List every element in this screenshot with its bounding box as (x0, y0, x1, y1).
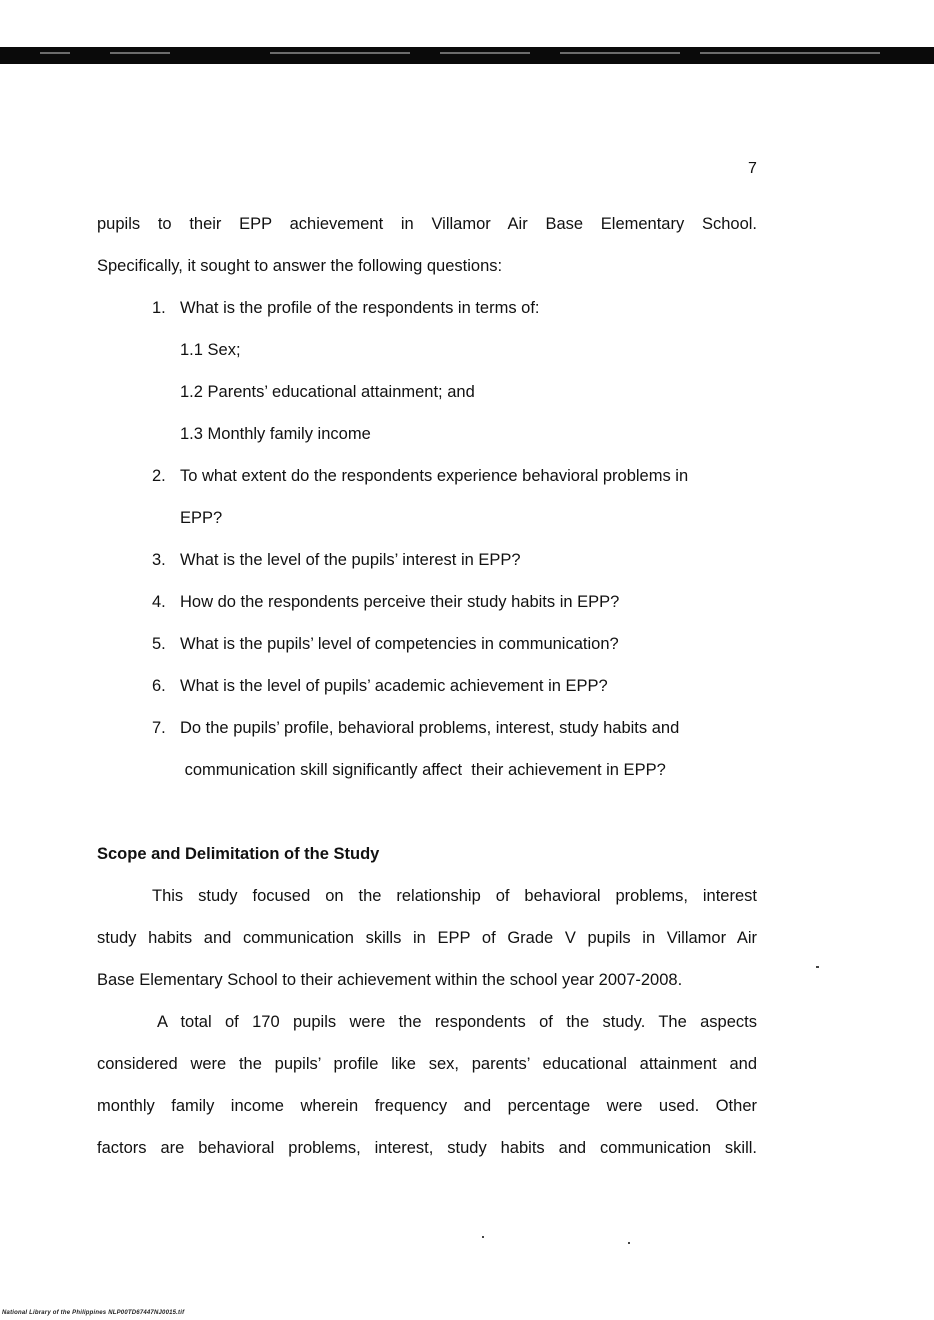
scan-speck (40, 52, 70, 54)
paragraph-line: monthly family income wherein frequency and percentage were used. Other (97, 1097, 757, 1115)
question-text: Do the pupils’ profile, behavioral problems, interest, study habits and (180, 719, 680, 737)
question-text-continued: EPP? (180, 509, 223, 527)
sub-item: 1.1 Sex; (180, 341, 241, 359)
page-number: 7 (748, 160, 757, 177)
paragraph-line: A total of 170 pupils were the respondents of the study. The aspects (157, 1013, 757, 1031)
paragraph-line: study habits and communication skills in EPP of Grade V pupils in Villamor Air (97, 929, 757, 947)
scan-speck (440, 52, 530, 54)
sub-item: 1.3 Monthly family income (180, 425, 371, 443)
scan-speck (700, 52, 880, 54)
paragraph-line: Base Elementary School to their achievement within the school year 2007-2008. (97, 971, 683, 989)
question-text-continued: communication skill significantly affect their achievement in EPP? (180, 761, 666, 779)
question-text: How do the respondents perceive their study habits in EPP? (180, 593, 620, 611)
question-text: What is the level of the pupils’ interest in EPP? (180, 551, 521, 569)
paragraph-line: factors are behavioral problems, interest, study habits and communication skill. (97, 1139, 757, 1157)
question-text: What is the profile of the respondents in terms of: (180, 299, 540, 317)
sub-item: 1.2 Parents’ educational attainment; and (180, 383, 475, 401)
question-number: 3. (152, 551, 166, 569)
question-text: What is the level of pupils’ academic achievement in EPP? (180, 677, 608, 695)
paragraph-line: considered were the pupils’ profile like sex, parents’ educational attainment and (97, 1055, 757, 1073)
question-number: 4. (152, 593, 166, 611)
question-number: 7. (152, 719, 166, 737)
question-text: To what extent do the respondents experience behavioral problems in (180, 467, 689, 485)
question-number: 5. (152, 635, 166, 653)
question-text: What is the pupils’ level of competencies in communication? (180, 635, 619, 653)
scan-speck (560, 52, 680, 54)
scan-speck (628, 1242, 630, 1244)
question-number: 6. (152, 677, 166, 695)
scan-speck (110, 52, 170, 54)
scan-border-bar (0, 47, 934, 64)
intro-line: pupils to their EPP achievement in Villamor Air Base Elementary School. (97, 215, 757, 233)
footer-scan-label: National Library of the Philippines NLP00TD67447NJ0015.tif (2, 1310, 185, 1316)
scan-speck (816, 966, 819, 968)
scan-speck (482, 1236, 484, 1238)
scan-speck (270, 52, 410, 54)
question-number: 1. (152, 299, 166, 317)
question-number: 2. (152, 467, 166, 485)
paragraph-line: This study focused on the relationship of behavioral problems, interest (152, 887, 757, 905)
section-heading: Scope and Delimitation of the Study (97, 845, 380, 863)
intro-line: Specifically, it sought to answer the following questions: (97, 257, 503, 275)
